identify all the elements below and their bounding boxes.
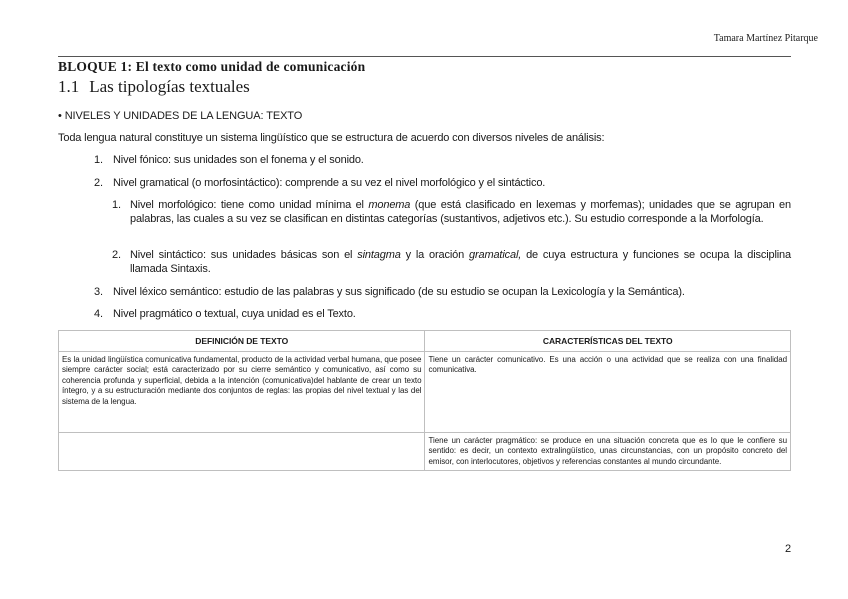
list-number: 1.: [94, 154, 103, 166]
sublist-number: 1.: [112, 199, 121, 211]
sublist-number: 2.: [112, 249, 121, 261]
list-text: Nivel pragmático o textual, cuya unidad es el Texto.: [113, 308, 356, 320]
table-row: [59, 352, 791, 433]
running-header-author: Tamara Martínez Pitarque: [713, 33, 818, 44]
list-item-level-2: [94, 177, 791, 191]
table-header-caracteristicas: CARACTERÍSTICAS DEL TEXTO: [425, 331, 791, 352]
list-text: Nivel léxico semántico: estudio de las palabras y sus significado (de su estudio se ocupan la Lexicología y la Semántica).: [113, 286, 685, 298]
list-number: 3.: [94, 286, 103, 298]
term-monema: monema: [368, 199, 411, 211]
page-number: 2: [785, 543, 792, 555]
sublist-text: Nivel sintáctico: sus unidades básicas son el sintagma y la oración gramatical, de cuya estructura y funciones se ocupa la disciplina llamada Sintaxis.: [130, 249, 791, 275]
section-title: Las tipologías textuales: [89, 77, 250, 96]
section-number: 1.1: [58, 77, 80, 96]
list-number: 2.: [94, 177, 103, 189]
term-sintagma: sintagma: [357, 249, 401, 261]
list-item-level-3: [94, 286, 791, 300]
table-cell: Tiene un carácter pragmático: se produce en una situación concreta que es lo que le confiere su sentido: es decir, un contexto extralingüístico, unas circunstancias, con un propósito concreto del emisor, con interlocutores, objetivos y referencias constantes al mundo circundante.: [425, 433, 791, 471]
list-text: Nivel gramatical (o morfosintáctico): comprende a su vez el nivel morfológico y el sintáctico.: [113, 177, 546, 189]
header-rule: [58, 56, 791, 57]
bullet-heading: • NIVELES Y UNIDADES DE LA LENGUA: TEXTO: [58, 110, 303, 122]
sublist-item-morfologico: [112, 199, 791, 226]
sublist-text: Nivel morfológico: tiene como unidad mínima el monema (que está clasificado en lexemas y morfemas); unidades que se agrupan en palabras, las cuales a su vez se clasifican en distintas categorías (sustantivos, adjetivos etc.). Su estudio corresponde a la Morfología.: [130, 199, 791, 225]
intro-paragraph: Toda lengua natural constituye un sistema lingüístico que se estructura de acuerdo con diversos niveles de análisis:: [58, 132, 605, 144]
table-cell: Tiene un carácter comunicativo. Es una acción o una actividad que se realiza con una finalidad comunicativa.: [425, 352, 791, 433]
text-definition-table: [58, 330, 791, 471]
bloque-title: BLOQUE 1: El texto como unidad de comunicación: [58, 59, 366, 74]
table-row: [59, 433, 791, 471]
list-number: 4.: [94, 308, 103, 320]
sublist-item-sintactico: [112, 249, 791, 276]
term-gramatical: gramatical,: [469, 249, 522, 261]
table-header-definicion: DEFINICIÓN DE TEXTO: [59, 331, 425, 352]
list-text: Nivel fónico: sus unidades son el fonema y el sonido.: [113, 154, 364, 166]
section-heading: [58, 77, 250, 97]
table-header-row: [59, 331, 791, 352]
list-item-level-4: [94, 308, 791, 322]
list-item-level-1: [94, 154, 791, 168]
table-cell: Es la unidad lingüística comunicativa fundamental, producto de la actividad verbal humana, que posee siempre carácter social; está caracterizado por su cierre semántico y comunicativo, así como su coherencia profunda y superficial, debida a la intención (comunicativa)del hablante de crear un texto íntegro, y a su estructuración mediante dos conjuntos de reglas: las propias del nivel textual y las del sistema de la lengua.: [59, 352, 425, 433]
table-cell: [59, 433, 425, 471]
